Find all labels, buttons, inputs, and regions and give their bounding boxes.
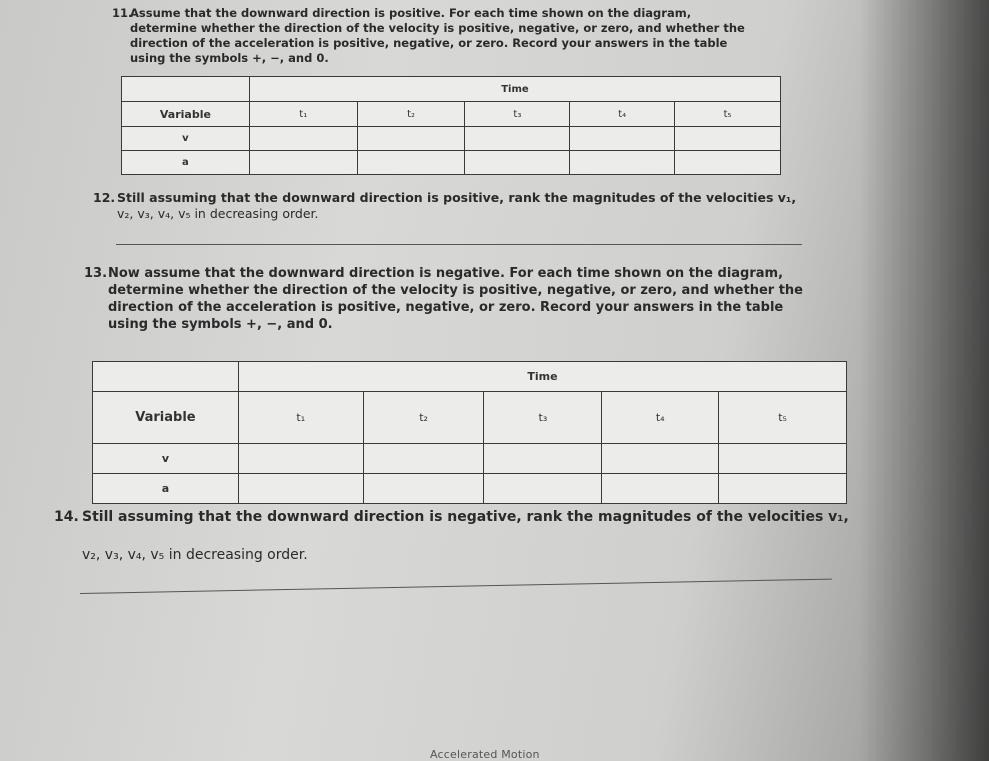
answer-table-2 bbox=[92, 361, 847, 504]
answer-cell[interactable] bbox=[363, 444, 484, 474]
answer-table-1 bbox=[121, 76, 781, 175]
question-text-line: Still assuming that the downward direction is positive, rank the magnitudes of the velocities v₁, bbox=[117, 190, 797, 205]
answer-cell[interactable] bbox=[719, 474, 847, 504]
time-label-t2: t₂ bbox=[363, 392, 484, 444]
question-text-line: Now assume that the downward direction is negative. For each time shown on the diagram, bbox=[108, 266, 784, 281]
time-label-t5: t₅ bbox=[675, 102, 781, 127]
answer-cell[interactable] bbox=[465, 127, 570, 151]
question-text-line: direction of the acceleration is positive, negative, or zero. Record your answers in the table bbox=[130, 36, 728, 50]
question-text-line: using the symbols +, −, and 0. bbox=[108, 317, 333, 332]
answer-cell[interactable] bbox=[465, 151, 570, 175]
answer-cell[interactable] bbox=[570, 127, 675, 151]
page-shadow bbox=[859, 0, 989, 761]
answer-cell[interactable] bbox=[238, 444, 363, 474]
row-label-a: a bbox=[122, 151, 250, 175]
row-label-a: a bbox=[93, 474, 239, 504]
variable-header: Variable bbox=[122, 102, 250, 127]
answer-cell[interactable] bbox=[363, 474, 484, 504]
time-label-t4: t₄ bbox=[602, 392, 719, 444]
time-label-t3: t₃ bbox=[484, 392, 602, 444]
question-text-line: determine whether the direction of the velocity is positive, negative, or zero, and whether the bbox=[108, 283, 803, 298]
time-label-t4: t₄ bbox=[570, 102, 675, 127]
row-label-v: v bbox=[93, 444, 239, 474]
question-text-line: determine whether the direction of the velocity is positive, negative, or zero, and whether the bbox=[130, 21, 745, 35]
time-label-t2: t₂ bbox=[357, 102, 465, 127]
time-header: Time bbox=[249, 77, 780, 102]
time-header: Time bbox=[238, 362, 846, 392]
question-number: 14. bbox=[54, 509, 79, 525]
question-number: 12. bbox=[93, 190, 116, 205]
variable-header: Variable bbox=[93, 392, 239, 444]
question-text-line: Assume that the downward direction is positive. For each time shown on the diagram, bbox=[130, 6, 692, 20]
row-label-v: v bbox=[122, 127, 250, 151]
answer-line-14[interactable] bbox=[80, 579, 832, 594]
answer-cell[interactable] bbox=[570, 151, 675, 175]
question-text-line: using the symbols +, −, and 0. bbox=[130, 51, 329, 65]
question-text-line: v₂, v₃, v₄, v₅ in decreasing order. bbox=[82, 547, 308, 563]
question-number: 13. bbox=[84, 266, 108, 281]
question-text-line: Still assuming that the downward direction is negative, rank the magnitudes of the velocities v₁, bbox=[82, 509, 849, 525]
time-label-t1: t₁ bbox=[238, 392, 363, 444]
question-number: 11. bbox=[112, 6, 133, 20]
time-label-t1: t₁ bbox=[249, 102, 357, 127]
question-text-line: v₂, v₃, v₄, v₅ in decreasing order. bbox=[117, 206, 319, 221]
footer-title: Accelerated Motion bbox=[430, 748, 540, 761]
time-label-t3: t₃ bbox=[465, 102, 570, 127]
answer-cell[interactable] bbox=[484, 444, 602, 474]
answer-cell[interactable] bbox=[719, 444, 847, 474]
answer-cell[interactable] bbox=[238, 474, 363, 504]
answer-cell[interactable] bbox=[249, 151, 357, 175]
blank-header-cell bbox=[122, 77, 250, 102]
answer-cell[interactable] bbox=[357, 127, 465, 151]
time-label-t5: t₅ bbox=[719, 392, 847, 444]
answer-cell[interactable] bbox=[357, 151, 465, 175]
answer-cell[interactable] bbox=[675, 127, 781, 151]
answer-cell[interactable] bbox=[675, 151, 781, 175]
answer-cell[interactable] bbox=[484, 474, 602, 504]
blank-header-cell bbox=[93, 362, 239, 392]
answer-cell[interactable] bbox=[249, 127, 357, 151]
answer-cell[interactable] bbox=[602, 474, 719, 504]
question-text-line: direction of the acceleration is positive, negative, or zero. Record your answers in the table bbox=[108, 300, 784, 315]
answer-cell[interactable] bbox=[602, 444, 719, 474]
answer-line-12[interactable] bbox=[116, 244, 802, 245]
